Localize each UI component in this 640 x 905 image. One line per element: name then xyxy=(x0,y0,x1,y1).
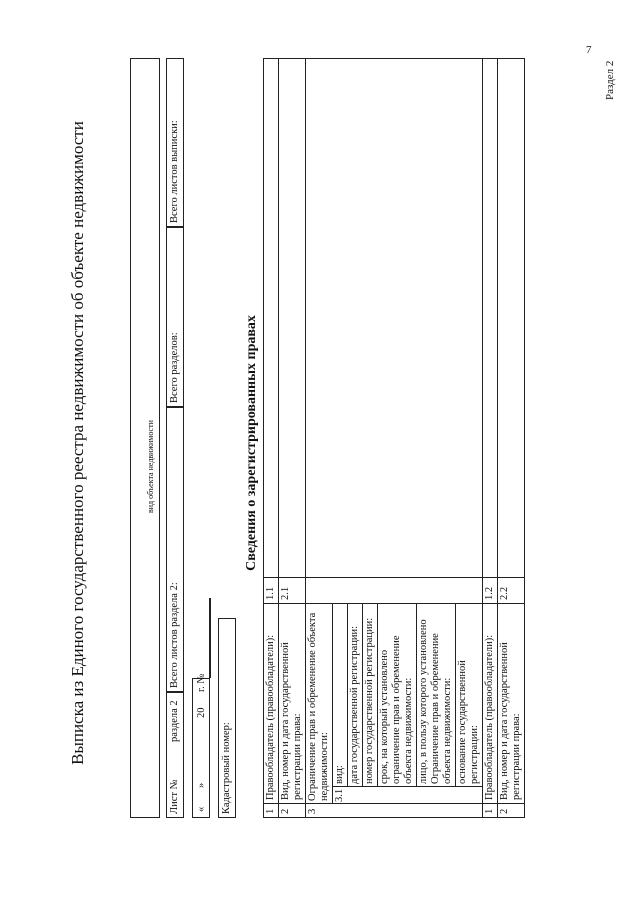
section-sheet-label: раздела 2 xyxy=(169,700,180,742)
divider xyxy=(166,691,184,693)
row-value xyxy=(306,59,483,578)
row-code: 2.2 xyxy=(498,578,525,604)
total-extract-sheets: Всего листов выписки: xyxy=(169,120,180,223)
number-suffix: г. № xyxy=(196,673,207,692)
row-number: 2 xyxy=(279,804,306,818)
divider xyxy=(166,226,184,228)
sheet-label: Лист № xyxy=(169,779,180,814)
row-value xyxy=(483,59,498,578)
row-code: 2.1 xyxy=(279,578,306,604)
row-value xyxy=(498,59,525,578)
row-number: 2 xyxy=(498,804,525,818)
encumbrance-item: срок, на который установлено ограничение прав и обременение объекта недвижимости: xyxy=(378,604,417,786)
year-prefix: 20 xyxy=(196,707,207,718)
encumbrance-item: вид: xyxy=(333,604,348,786)
cadastral-label: Кадастровый номер: xyxy=(221,722,232,814)
table-row xyxy=(498,59,525,818)
encumbrance-item: номер государственной регистрации: xyxy=(363,604,378,786)
row-value xyxy=(279,59,306,578)
row-label: Вид, номер и дата государственной регистрации права: xyxy=(498,604,525,804)
table-row xyxy=(279,59,306,818)
section-subtitle: Сведения о зарегистрированных правах xyxy=(244,315,259,571)
object-type-box xyxy=(130,58,160,818)
divider xyxy=(166,406,184,408)
close-quote: » xyxy=(196,782,207,788)
table-row xyxy=(483,59,498,818)
row-code xyxy=(306,578,483,604)
row-code: 1.2 xyxy=(483,578,498,604)
encumbrance-code: 3.1 xyxy=(333,786,482,803)
row-number: 1 xyxy=(483,804,498,818)
row-number: 1 xyxy=(264,804,279,818)
table-row xyxy=(306,59,483,818)
encumbrance-block xyxy=(333,604,482,803)
rights-table xyxy=(263,58,525,818)
section-label: Раздел 2 xyxy=(604,60,616,100)
document-title: Выписка из Единого государственного реестра недвижимости об объекте недвижимости xyxy=(68,121,87,765)
page-number: 7 xyxy=(586,44,592,56)
object-type-caption: вид объекта недвижимости xyxy=(146,420,155,513)
row-value xyxy=(264,59,279,578)
row-code: 1.1 xyxy=(264,578,279,604)
row-label: Ограничение прав и обременение объекта недвижимости: xyxy=(306,604,333,803)
row-label: Вид, номер и дата государственной регистрации права: xyxy=(279,604,306,804)
encumbrance-item: лицо, в пользу которого установлено Ограничение прав и обременение объекта недвижимости: xyxy=(417,604,456,786)
rotated-form xyxy=(68,58,588,828)
open-quote: « xyxy=(196,806,207,812)
total-sections: Всего разделов: xyxy=(169,332,180,403)
row-label: Правообладатель (правообладатели): xyxy=(264,604,279,804)
total-section-sheets: Всего листов раздела 2: xyxy=(169,582,180,688)
encumbrance-item: дата государственной регистрации: xyxy=(348,604,363,786)
date-row xyxy=(192,678,210,818)
table-row xyxy=(264,59,279,818)
row-label: Правообладатель (правообладатели): xyxy=(483,604,498,804)
encumbrance-item: основание государственной регистрации: xyxy=(457,660,480,784)
encumbrance-cell xyxy=(306,604,483,804)
date-underline xyxy=(209,598,211,678)
row-number: 3 xyxy=(306,804,483,818)
